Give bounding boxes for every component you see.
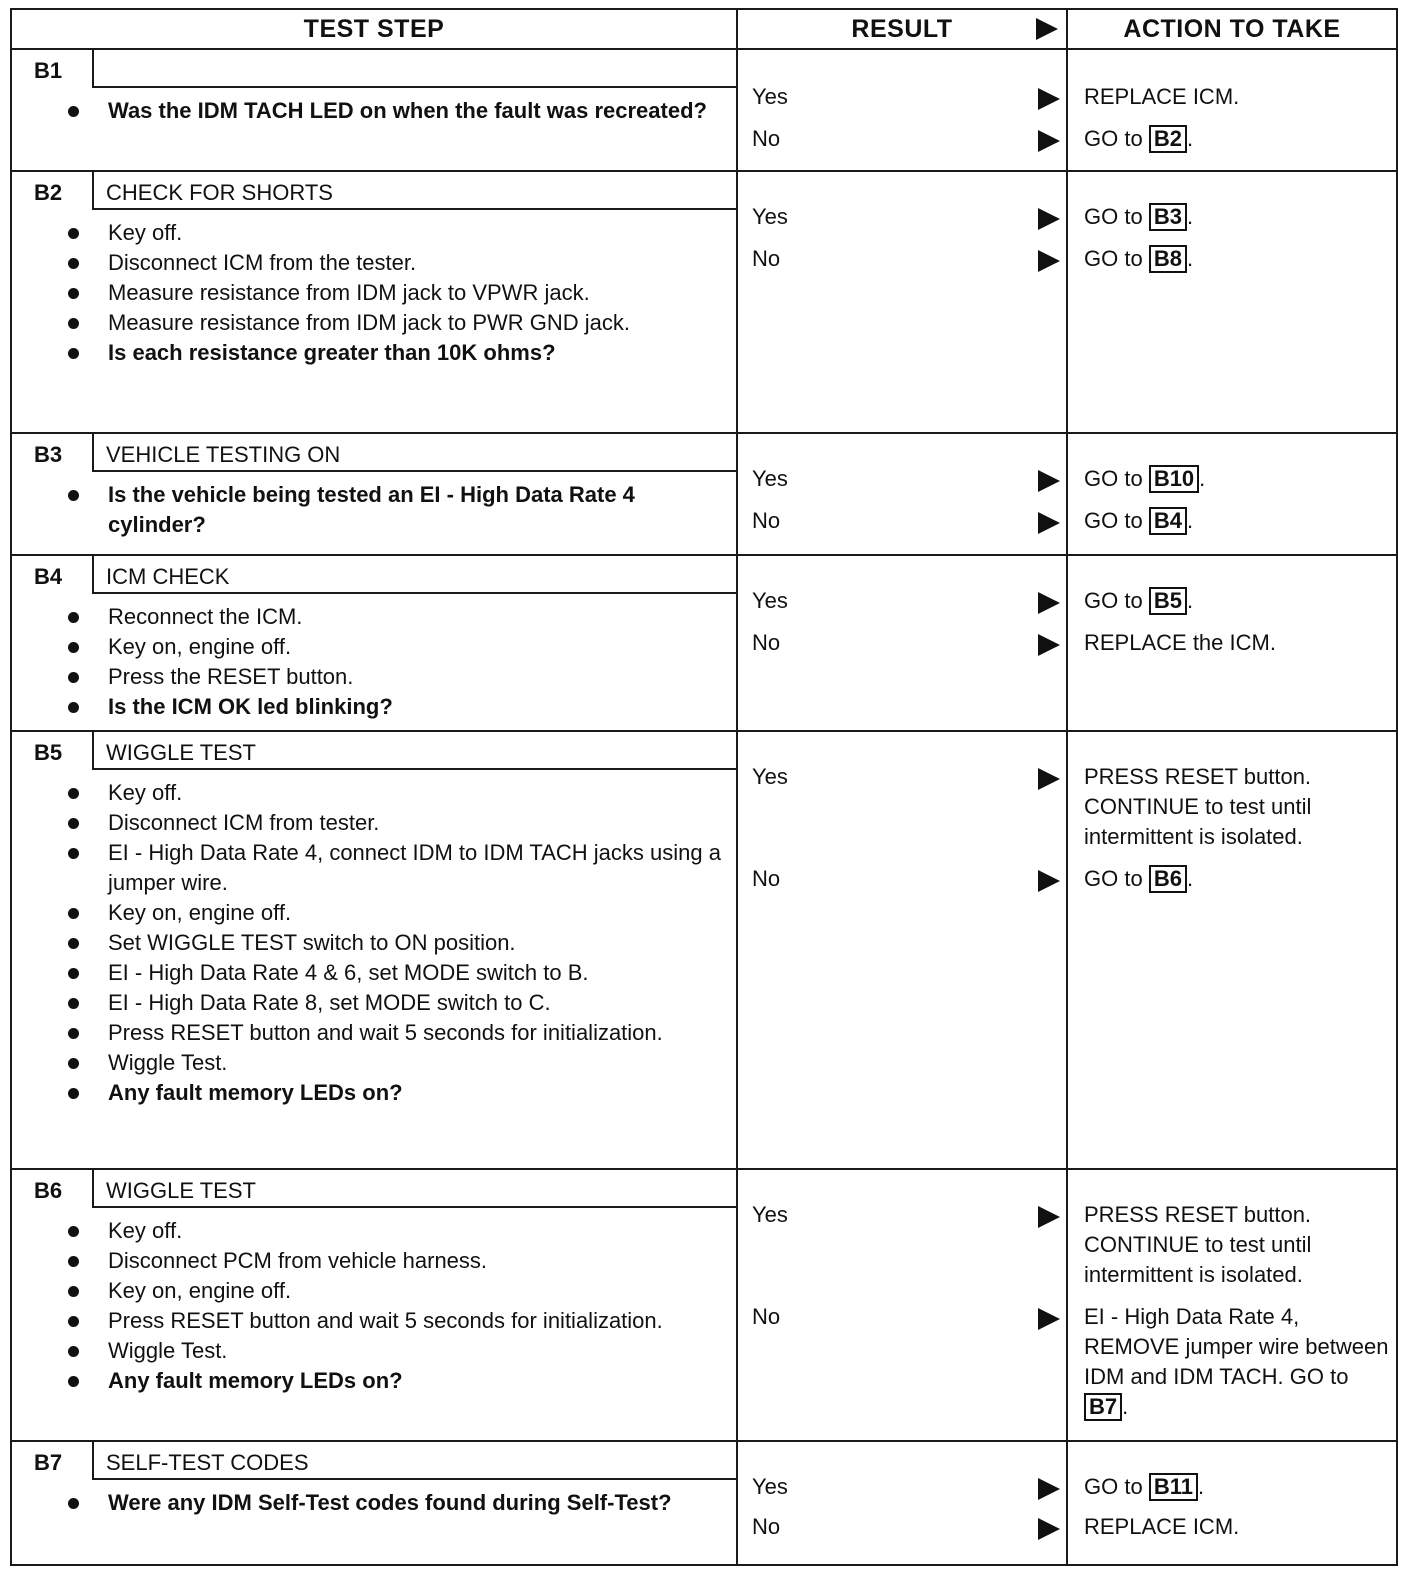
arrow-right-icon [1038,512,1060,534]
result-label: No [752,866,781,891]
step-id: B7 [34,1450,63,1475]
action-cell [1067,1441,1397,1565]
step-row [11,49,1397,171]
action-text [1084,1512,1390,1542]
result-no [752,508,1066,538]
arrow-right-icon [1038,130,1060,152]
result-label: Yes [752,1202,788,1227]
step-instruction: Key on, engine off. [108,898,726,928]
arrow-right-icon [1038,1308,1060,1330]
action-cell [1067,171,1397,433]
action-label: GO to [1084,1474,1143,1499]
step-row [11,1169,1397,1441]
action-label: GO to [1084,126,1143,151]
action-label: PRESS RESET button. CONTINUE to test until intermittent is isolated. [1084,764,1312,849]
action-text [1084,762,1390,852]
result-no [752,630,1066,660]
step-instructions [12,770,736,1116]
step-reference[interactable]: B6 [1149,865,1187,893]
step-instructions [12,1208,736,1404]
step-instruction: Wiggle Test. [108,1048,726,1078]
step-title: ICM CHECK [92,556,736,594]
action-cell [1067,1169,1397,1441]
action-label: GO to [1084,866,1143,891]
result-header-label: RESULT [851,14,953,43]
result-yes [752,588,1066,618]
step-title: CHECK FOR SHORTS [92,172,736,210]
step-instruction: Disconnect ICM from the tester. [108,248,726,278]
step-row [11,555,1397,731]
action-cell [1067,555,1397,731]
step-title [92,50,736,88]
step-instructions [12,210,736,376]
step-reference[interactable]: B2 [1149,125,1187,153]
result-no [752,126,1066,156]
result-cell [737,49,1067,171]
step-row [11,171,1397,433]
result-yes [752,1474,1066,1504]
step-reference[interactable]: B8 [1149,245,1187,273]
result-cell [737,171,1067,433]
arrow-right-icon [1038,592,1060,614]
step-question: Is each resistance greater than 10K ohms? [108,338,726,368]
step-title: WIGGLE TEST [92,732,736,770]
action-label: GO to [1084,588,1143,613]
step-reference[interactable]: B11 [1149,1473,1198,1501]
step-question: Is the ICM OK led blinking? [108,692,726,722]
test-step-cell [11,433,737,555]
step-instruction: EI - High Data Rate 4 & 6, set MODE switch to B. [108,958,726,988]
step-title: VEHICLE TESTING ON [92,434,736,472]
step-reference[interactable]: B7 [1084,1393,1122,1421]
step-instruction: Press RESET button and wait 5 seconds for initialization. [108,1306,726,1336]
step-instruction: Key off. [108,778,726,808]
step-id: B6 [34,1178,63,1203]
action-cell [1067,49,1397,171]
action-text [1084,82,1390,112]
step-instruction: Key off. [108,218,726,248]
result-yes [752,84,1066,114]
step-title: SELF-TEST CODES [92,1442,736,1480]
action-label: GO to [1084,466,1143,491]
step-instruction: EI - High Data Rate 4, connect IDM to IDM TACH jacks using a jumper wire. [108,838,726,898]
action-header: ACTION TO TAKE [1067,9,1397,49]
step-instruction: Measure resistance from IDM jack to PWR GND jack. [108,308,726,338]
step-instruction: EI - High Data Rate 8, set MODE switch to C. [108,988,726,1018]
step-question: Were any IDM Self-Test codes found during Self-Test? [108,1488,726,1518]
step-question: Any fault memory LEDs on? [108,1366,726,1396]
step-header [12,434,736,472]
step-row [11,731,1397,1169]
step-reference[interactable]: B4 [1149,507,1187,535]
result-no [752,1514,1066,1544]
action-text [1084,628,1390,658]
step-reference[interactable]: B5 [1149,587,1187,615]
test-step-header: TEST STEP [11,9,737,49]
test-step-cell [11,555,737,731]
result-label: Yes [752,1474,788,1499]
step-instruction: Disconnect PCM from vehicle harness. [108,1246,726,1276]
step-question: Is the vehicle being tested an EI - High Data Rate 4 cylinder? [108,480,726,540]
step-instructions [12,88,736,134]
step-header [12,732,736,770]
arrow-right-icon [1036,18,1058,40]
result-cell [737,731,1067,1169]
step-id: B1 [34,58,63,83]
result-label: Yes [752,764,788,789]
step-instructions [12,472,736,548]
step-id: B5 [34,740,63,765]
result-label: No [752,1514,781,1539]
result-label: Yes [752,588,788,613]
step-instruction: Press the RESET button. [108,662,726,692]
result-label: No [752,508,781,533]
step-id: B4 [34,564,63,589]
action-label: GO to [1084,508,1143,533]
step-id: B3 [34,442,63,467]
step-instructions [12,1480,736,1526]
step-header [12,1170,736,1208]
result-label: No [752,630,781,655]
arrow-right-icon [1038,250,1060,272]
step-question: Any fault memory LEDs on? [108,1078,726,1108]
test-step-cell [11,731,737,1169]
action-text: GO to B6 . [1084,866,1194,891]
result-label: Yes [752,204,788,229]
arrow-right-icon [1038,1478,1060,1500]
diagnostic-table [10,8,1396,1566]
action-text: GO to B10 . [1084,466,1206,491]
action-label: EI - High Data Rate 4, REMOVE jumper wire between IDM and IDM TACH. GO to [1084,1304,1389,1389]
arrow-right-icon [1038,1518,1060,1540]
step-row [11,1441,1397,1565]
step-header [12,1442,736,1480]
arrow-right-icon [1038,470,1060,492]
step-instruction: Key on, engine off. [108,1276,726,1306]
step-instruction: Disconnect ICM from tester. [108,808,726,838]
arrow-right-icon [1038,870,1060,892]
arrow-right-icon [1038,88,1060,110]
header-row [11,9,1397,49]
action-text: GO to B3 . [1084,204,1194,229]
test-step-cell [11,49,737,171]
action-text: GO to B11 . [1084,1474,1205,1499]
result-no [752,1304,1066,1334]
result-cell [737,433,1067,555]
test-step-cell [11,1169,737,1441]
result-label: No [752,126,781,151]
result-label: Yes [752,466,788,491]
step-header [12,172,736,210]
action-text: EI - High Data Rate 4, REMOVE jumper wire between IDM and IDM TACH. GO to B7 . [1084,1304,1389,1419]
step-header [12,50,736,88]
result-yes [752,204,1066,234]
action-label: REPLACE ICM. [1084,84,1240,109]
arrow-right-icon [1038,208,1060,230]
result-label: Yes [752,84,788,109]
result-no [752,866,1066,896]
step-instruction: Key off. [108,1216,726,1246]
action-text [1084,1200,1390,1290]
step-reference[interactable]: B3 [1149,203,1187,231]
action-text: GO to B2 . [1084,126,1194,151]
action-label: REPLACE ICM. [1084,1514,1240,1539]
step-question: Was the IDM TACH LED on when the fault was recreated? [108,96,726,126]
result-yes [752,764,1066,794]
step-title: WIGGLE TEST [92,1170,736,1208]
result-yes [752,466,1066,496]
action-text: GO to B4 . [1084,508,1194,533]
result-cell [737,1441,1067,1565]
action-label: PRESS RESET button. CONTINUE to test until intermittent is isolated. [1084,1202,1312,1287]
step-id: B2 [34,180,63,205]
test-step-cell [11,171,737,433]
result-cell [737,1169,1067,1441]
result-label: No [752,246,781,271]
step-instructions [12,594,736,730]
action-cell [1067,731,1397,1169]
step-instruction: Measure resistance from IDM jack to VPWR jack. [108,278,726,308]
step-reference[interactable]: B10 [1149,465,1199,493]
action-label: GO to [1084,204,1143,229]
result-cell [737,555,1067,731]
step-row [11,433,1397,555]
result-no [752,246,1066,276]
result-header [737,9,1067,49]
step-instruction: Reconnect the ICM. [108,602,726,632]
action-label: GO to [1084,246,1143,271]
arrow-right-icon [1038,768,1060,790]
step-header [12,556,736,594]
action-text: GO to B5 . [1084,588,1194,613]
test-step-cell [11,1441,737,1565]
step-instruction: Wiggle Test. [108,1336,726,1366]
arrow-right-icon [1038,1206,1060,1228]
step-instruction: Set WIGGLE TEST switch to ON position. [108,928,726,958]
action-text: GO to B8 . [1084,246,1194,271]
result-label: No [752,1304,781,1329]
action-cell [1067,433,1397,555]
step-instruction: Press RESET button and wait 5 seconds for initialization. [108,1018,726,1048]
arrow-right-icon [1038,634,1060,656]
result-yes [752,1202,1066,1232]
step-instruction: Key on, engine off. [108,632,726,662]
action-label: REPLACE the ICM. [1084,630,1276,655]
